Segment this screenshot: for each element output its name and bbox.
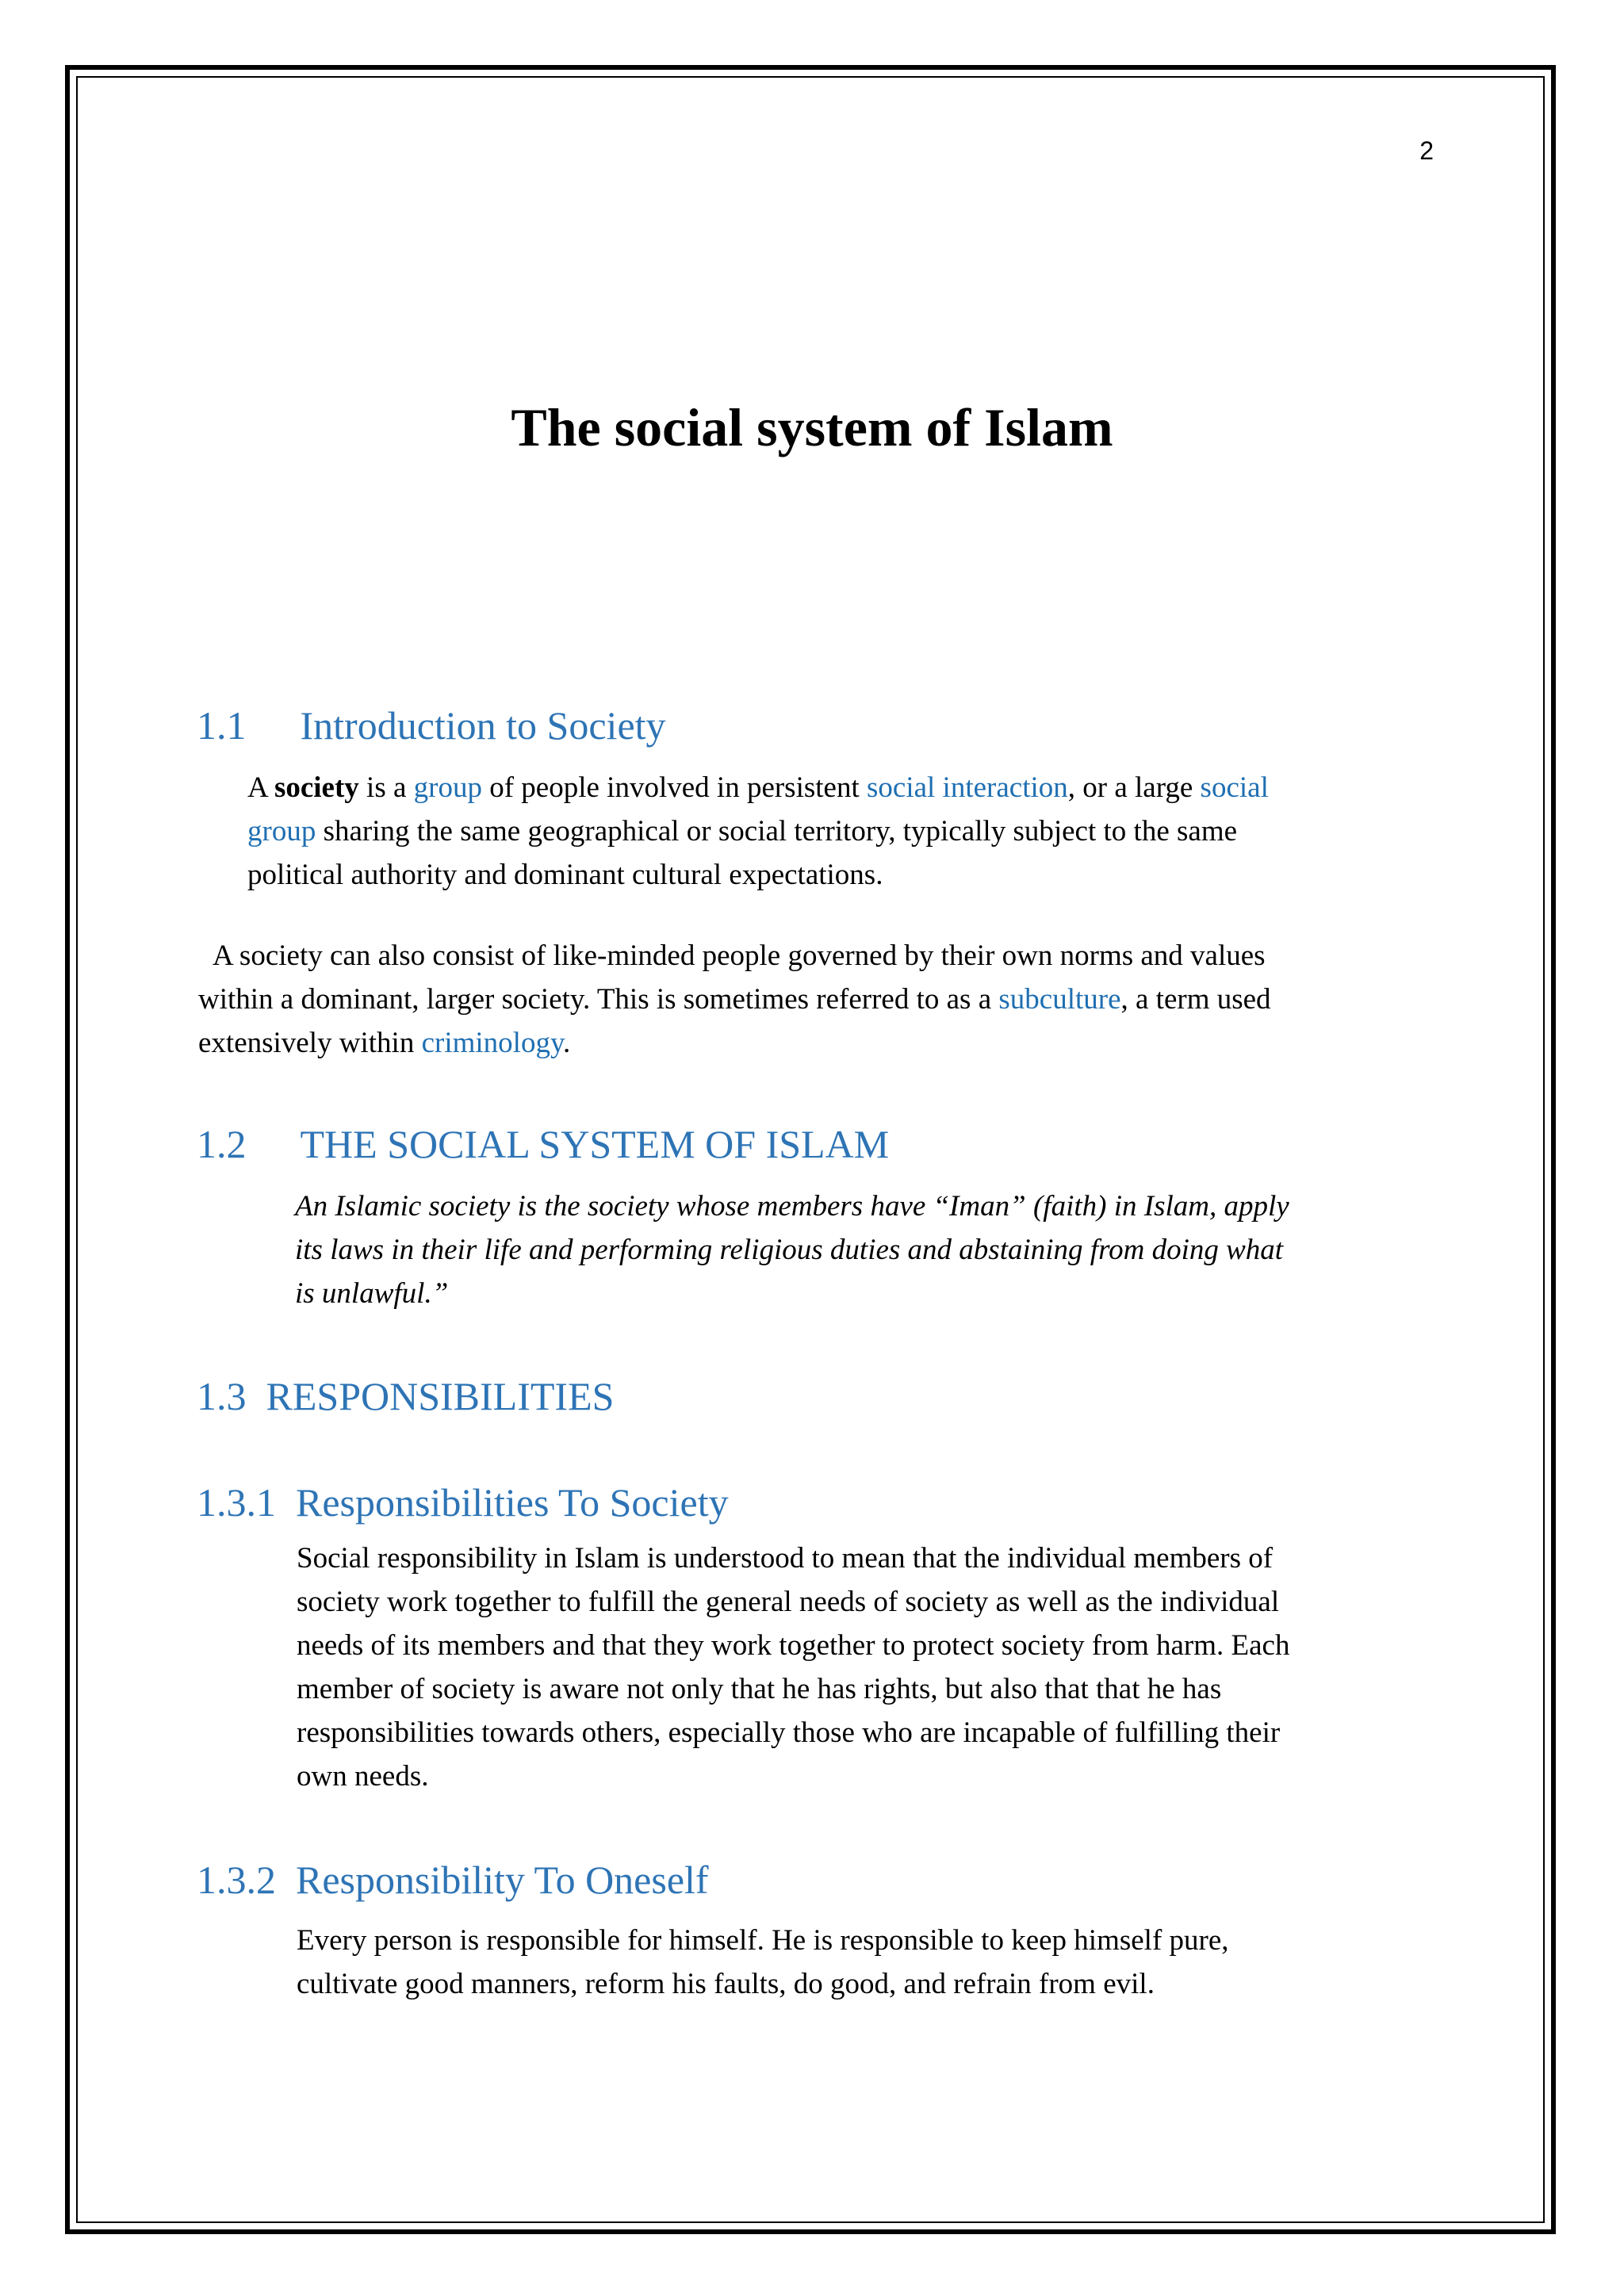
paragraph-line: member of society is aware not only that he has rights, but also that that he has (297, 1673, 1222, 1705)
text-span: extensively within (198, 1027, 422, 1059)
bold-term-society: society (274, 771, 359, 804)
paragraph-line: Every person is responsible for himself. He is responsible to keep himself pure, (297, 1924, 1229, 1957)
section-1-1-title: Introduction to Society (300, 703, 666, 748)
section-1-1-paragraph-2 (198, 934, 1271, 1065)
paragraph-line (198, 1021, 1271, 1065)
text-span: of people involved in persistent (481, 771, 867, 804)
text-span: A (247, 771, 274, 804)
section-1-3-1-paragraph (297, 1536, 1289, 1798)
paragraph-line: cultivate good manners, reform his faults, do good, and refrain from evil. (297, 1968, 1155, 2000)
section-1-2-heading (197, 1121, 889, 1167)
paragraph-line (247, 809, 1269, 853)
text-span: . (563, 1027, 571, 1059)
text-span: is a (358, 771, 414, 804)
section-1-1-heading (197, 702, 666, 748)
link-social-group[interactable]: social (1200, 771, 1269, 804)
paragraph-line: responsibilities towards others, especially those who are incapable of fulfilling their (297, 1716, 1281, 1749)
paragraph-line: society work together to fulfill the general needs of society as well as the individual (297, 1586, 1280, 1618)
text-span: within a dominant, larger society. This is sometimes referred to as a (198, 983, 999, 1016)
section-1-1-paragraph-1 (247, 766, 1269, 897)
paragraph-line: An Islamic society is the society whose members have “Iman” (faith) in Islam, apply (295, 1190, 1289, 1223)
link-criminology[interactable]: criminology (421, 1027, 564, 1059)
paragraph-line: its laws in their life and performing religious duties and abstaining from doing what (295, 1234, 1284, 1266)
section-1-3-1-heading: 1.3.1 Responsibilities To Society (197, 1480, 729, 1525)
link-subculture[interactable]: subculture (998, 983, 1121, 1016)
section-1-3-2-paragraph (297, 1919, 1229, 2006)
paragraph-line: needs of its members and that they work together to protect society from harm. Each (297, 1629, 1290, 1662)
paragraph-line (247, 766, 1269, 809)
section-1-2-number: 1.2 (197, 1122, 247, 1166)
paragraph-line: is unlawful.” (295, 1277, 449, 1310)
section-1-2-paragraph (295, 1184, 1289, 1315)
page-title: The social system of Islam (511, 397, 1113, 457)
link-social-interaction[interactable]: social interaction (867, 771, 1068, 804)
text-span: sharing the same geographical or social territory, typically subject to the same (316, 815, 1238, 848)
paragraph-line: own needs. (297, 1760, 429, 1793)
link-group[interactable]: group (413, 771, 482, 804)
text-span: , or a large (1067, 771, 1201, 804)
section-1-3-heading: 1.3 RESPONSIBILITIES (197, 1374, 615, 1418)
section-1-1-number: 1.1 (197, 703, 247, 748)
text-span: , a term used (1120, 983, 1271, 1016)
page-number: 2 (1419, 136, 1434, 165)
section-1-2-title: THE SOCIAL SYSTEM OF ISLAM (300, 1122, 890, 1166)
paragraph-line: A society can also consist of like-minded people governed by their own norms and values (213, 939, 1266, 972)
paragraph-line: political authority and dominant cultural expectations. (247, 859, 883, 891)
link-social-group-cont[interactable]: group (247, 815, 316, 848)
paragraph-line: Social responsibility in Islam is understood to mean that the individual members of (297, 1542, 1274, 1575)
paragraph-line (198, 978, 1271, 1021)
section-1-3-2-heading: 1.3.2 Responsibility To Oneself (197, 1858, 709, 1902)
